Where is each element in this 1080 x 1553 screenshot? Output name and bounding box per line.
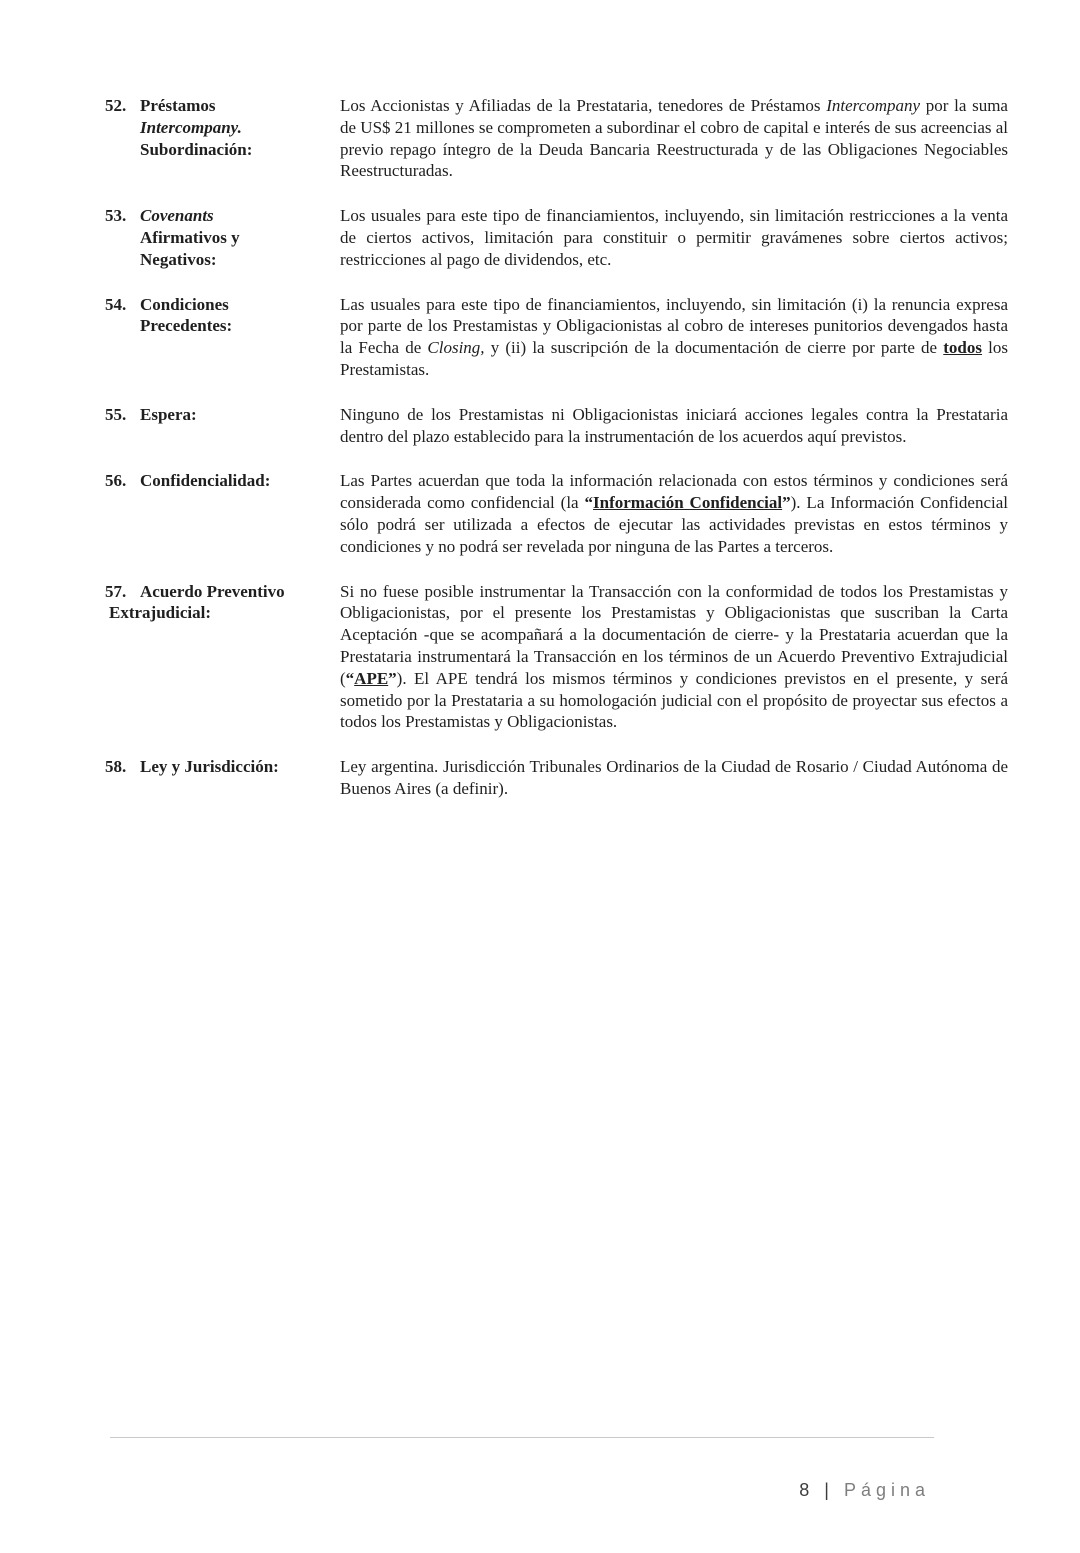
item-label-lines xyxy=(140,205,340,270)
term-item xyxy=(105,581,1008,734)
item-label-lines xyxy=(140,294,340,338)
item-label xyxy=(105,404,340,448)
body-text-segment: Información Confidencial xyxy=(593,493,783,513)
item-label-line: Intercompany. xyxy=(140,117,242,137)
term-item xyxy=(105,294,1008,381)
item-number: 54. xyxy=(105,294,127,314)
item-number: 56. xyxy=(105,471,127,491)
footer-page-number: 8 xyxy=(799,1480,815,1500)
body-text-segment: Intercompany xyxy=(826,96,921,115)
term-item xyxy=(105,205,1008,270)
body-text-segment: ” xyxy=(388,668,397,688)
body-text-segment: “ xyxy=(584,493,593,513)
body-text-segment: Los usuales para este tipo de financiamientos, incluyendo, sin limitación restricciones a la venta de ciertos activos, limitación para constituir o permitir gravámenes sobre ciertos activos; restricciones al pago de dividendos, etc. xyxy=(340,206,1008,269)
body-text-segment: APE xyxy=(354,668,389,688)
item-body xyxy=(340,294,1008,381)
item-body xyxy=(340,205,1008,270)
item-label-lines xyxy=(140,756,340,778)
item-label-lines xyxy=(140,404,340,426)
body-text-segment: por la suma de US$ 21 millones se comprometen a subordinar el cobro de capital e interés de sus acreencias al previo repago íntegro de la Deuda Bancaria Reestructurada y de las Obligaciones Negociables Reestructuradas. xyxy=(340,96,1008,181)
body-text-segment: Ley argentina. Jurisdicción Tribunales Ordinarios de la Ciudad de Rosario / Ciudad Autónoma de Buenos Aires (a definir). xyxy=(340,757,1008,798)
item-label xyxy=(105,205,340,270)
item-label-lines xyxy=(140,95,340,160)
body-text-segment: ). El APE tendrá los mismos términos y condiciones previstos en el presente, y será sometido por la Prestataria a su homologación judicial con el propósito de proyectar sus efectos a todos los Prestamistas y Obligacionistas. xyxy=(340,668,1008,732)
body-text-segment: Las usuales para este tipo de financiamientos, incluyendo, sin limitación (i) la renuncia expresa por parte de los Prestamistas y Obligacionistas al cobro de intereses punitorios devengados hasta la Fecha de xyxy=(340,294,1008,358)
body-text-segment: todos xyxy=(943,338,982,358)
item-label-line: Préstamos xyxy=(140,96,216,115)
item-label xyxy=(105,470,340,557)
footer-page-label: Página xyxy=(843,1480,930,1500)
item-body xyxy=(340,95,1008,182)
item-label-line: Condiciones xyxy=(140,294,229,314)
page-footer xyxy=(799,1480,930,1501)
item-number: 57. xyxy=(105,581,127,601)
term-item xyxy=(105,404,1008,448)
item-number: 52. xyxy=(105,96,127,115)
footer-divider xyxy=(110,1437,934,1438)
body-text-segment: y (ii) la suscripción de la documentación de cierre por parte de xyxy=(484,338,944,358)
item-label-line: Afirmativos y xyxy=(140,227,240,247)
item-label-line: Ley y Jurisdicción: xyxy=(140,757,279,777)
item-number: 53. xyxy=(105,206,127,226)
item-label-line: Precedentes: xyxy=(140,316,233,336)
body-text-segment: “ xyxy=(345,668,355,688)
footer-separator: | xyxy=(824,1480,834,1500)
item-body xyxy=(340,756,1008,800)
term-item xyxy=(105,470,1008,557)
item-body xyxy=(340,581,1008,734)
item-label-line: Confidencialidad: xyxy=(140,471,271,491)
body-text-segment: Los Accionistas y Afiliadas de la Prestataria, tenedores de Préstamos xyxy=(340,96,827,115)
body-text-segment: ). La Información Confidencial sólo podrá ser utilizada a efectos de ejecutar las actividades previstas en estos términos y condiciones y no podrá ser revelada por ninguna de las Partes a terceros. xyxy=(340,493,1008,556)
item-number: 58. xyxy=(105,757,127,777)
term-item xyxy=(105,756,1008,800)
body-text-segment: Si no fuese posible instrumentar la Transacción con la conformidad de todos los Prestamistas y Obligacionistas, por el presente los Prestamistas y Obligacionistas que suscriban la Carta Aceptación -que se acompañará a la documentación de cierre- y la Prestataria acuerdan que la Prestataria instrumentará la Transacción en los términos de un Acuerdo Preventivo Extrajudicial ( xyxy=(340,581,1008,688)
item-body xyxy=(340,404,1008,448)
body-text-segment: Las Partes acuerdan que toda la información relacionada con estos términos y condiciones será considerada como confidencial (la xyxy=(340,471,1008,513)
item-body xyxy=(340,470,1008,557)
item-label-line: Negativos: xyxy=(140,249,217,269)
term-item xyxy=(105,95,1008,182)
item-label-line: Covenants xyxy=(140,206,214,226)
item-label xyxy=(105,294,340,381)
body-text-segment: ” xyxy=(782,493,791,513)
item-number: 55. xyxy=(105,404,127,424)
body-text-segment: los Prestamistas. xyxy=(340,338,1009,379)
item-label-line: Acuerdo Preventivo xyxy=(140,581,285,601)
body-text-segment: Ninguno de los Prestamistas ni Obligacionistas iniciará acciones legales contra la Prestataria dentro del plazo establecido para la instrumentación de los acuerdos aquí previstos. xyxy=(340,404,1008,446)
item-label xyxy=(105,95,340,182)
item-label xyxy=(105,756,340,800)
item-label-line: Espera: xyxy=(140,404,197,424)
item-label xyxy=(105,581,340,734)
item-label-line: Extrajudicial: xyxy=(109,603,211,623)
terms-list xyxy=(105,95,1008,823)
item-label-lines xyxy=(140,470,340,492)
item-label-line: Subordinación: xyxy=(140,139,253,159)
body-text-segment: Closing, xyxy=(427,338,485,358)
